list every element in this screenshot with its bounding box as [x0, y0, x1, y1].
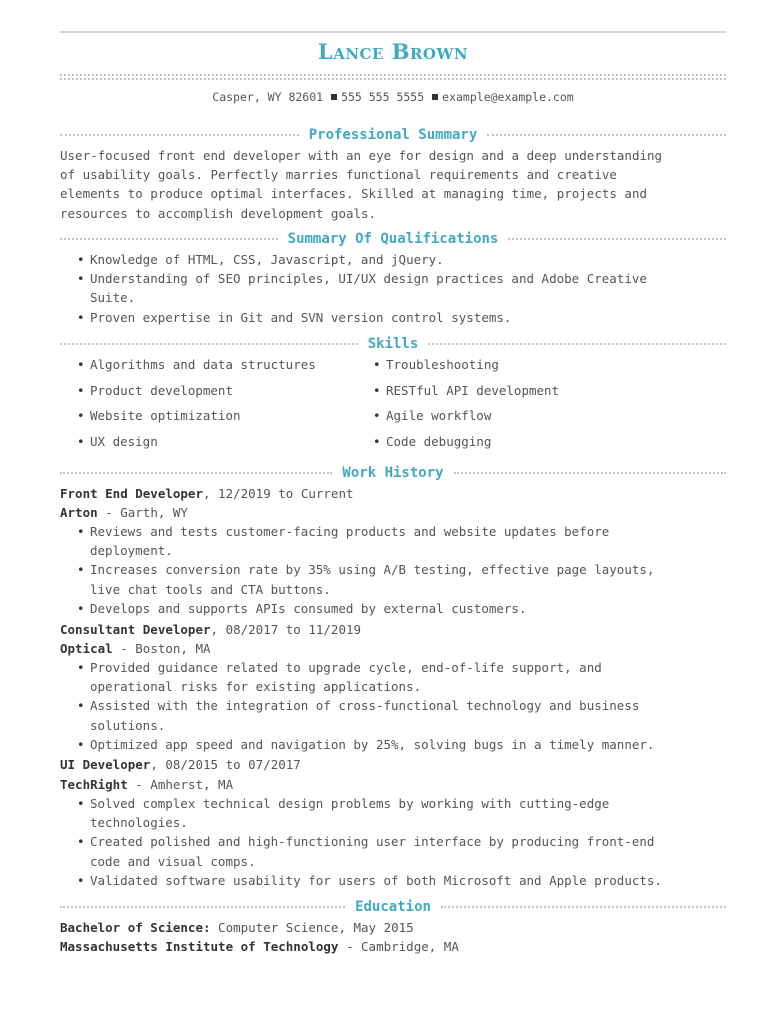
- skill-item: • Troubleshooting: [356, 355, 652, 381]
- skill-item: • Product development: [60, 381, 356, 407]
- section-title: Summary Of Qualifications: [287, 231, 499, 247]
- square-bullet-icon: [331, 94, 337, 100]
- square-bullet-icon: [432, 94, 438, 100]
- education-field: Computer Science, May 2015: [210, 920, 414, 935]
- contact-phone: 555 555 5555: [341, 90, 425, 104]
- skill-item: • Agile workflow: [356, 406, 652, 432]
- list-item: • Reviews and tests customer-facing products and website updates before deployment.: [60, 522, 726, 560]
- summary-line: User-focused front end developer with an eye for design and a deep understanding: [60, 148, 663, 163]
- contact-city: Casper, WY 82601: [212, 90, 324, 104]
- job-company: Optical: [60, 641, 113, 656]
- section-header-summary: [60, 126, 726, 144]
- summary-line: of usability goals. Perfectly marries functional requirements and creative: [60, 167, 617, 183]
- skills-grid: [60, 355, 726, 457]
- section-title: Work History: [342, 465, 444, 481]
- header-dotted-rule: [60, 74, 726, 76]
- job-dates: , 08/2015 to 07/2017: [150, 757, 301, 772]
- list-item: • Assisted with the integration of cross-functional technology and business solutions.: [60, 696, 726, 734]
- education-school-line: [60, 937, 726, 956]
- skill-item: • Algorithms and data structures: [60, 355, 356, 381]
- list-item: • Provided guidance related to upgrade cycle, end-of-life support, and operational risks for existing applications.: [60, 658, 726, 696]
- job-role: UI Developer: [60, 757, 151, 772]
- top-rule: [60, 31, 726, 33]
- section-title: Skills: [367, 336, 419, 352]
- summary-text: [60, 146, 726, 223]
- education-degree-line: [60, 918, 726, 937]
- section-header-work: [60, 464, 726, 482]
- job-company-line: [60, 503, 726, 522]
- summary-line: elements to produce optimal interfaces. Skilled at managing time, projects and: [60, 186, 647, 202]
- list-item: • Proven expertise in Git and SVN version control systems.: [60, 308, 726, 327]
- job-company-line: [60, 639, 726, 658]
- section-header-qualifications: [60, 230, 726, 248]
- list-item: • Develops and supports APIs consumed by external customers.: [60, 599, 726, 618]
- job-bullets: [60, 522, 726, 618]
- section-title: Education: [355, 899, 431, 915]
- skill-item: • Website optimization: [60, 406, 356, 432]
- contact-email[interactable]: example@example.com: [442, 90, 574, 104]
- job-dates: , 12/2019 to Current: [203, 486, 354, 501]
- contact-line: [60, 90, 726, 104]
- list-item: • Understanding of SEO principles, UI/UX design practices and Adobe Creative Suite.: [60, 269, 726, 307]
- qualifications-list: [60, 250, 726, 327]
- job-role: Consultant Developer: [60, 622, 211, 637]
- job-bullets: [60, 794, 726, 890]
- list-item: • Solved complex technical design problems by working with cutting-edge technologies.: [60, 794, 726, 832]
- skill-item: • UX design: [60, 432, 356, 458]
- job-role: Front End Developer: [60, 486, 203, 501]
- section-title: Professional Summary: [308, 127, 478, 143]
- education-school: Massachusetts Institute of Technology: [60, 939, 339, 954]
- job-location: - Amherst, MA: [127, 777, 234, 792]
- list-item: • Created polished and high-functioning user interface by producing front-end code and visual comps.: [60, 832, 726, 870]
- job-location: - Boston, MA: [112, 641, 211, 656]
- education-degree: Bachelor of Science:: [60, 920, 211, 935]
- candidate-name: Lance Brown: [317, 39, 469, 64]
- job-bullets: [60, 658, 726, 754]
- education-location: - Cambridge, MA: [338, 939, 459, 954]
- list-item: • Increases conversion rate by 35% using A/B testing, effective page layouts, live chat tools and CTA buttons.: [60, 560, 726, 598]
- list-item: • Knowledge of HTML, CSS, Javascript, and jQuery.: [60, 250, 726, 269]
- section-header-education: [60, 898, 726, 916]
- job-dates: , 08/2017 to 11/2019: [210, 622, 362, 637]
- job-location: - Garth, WY: [97, 505, 188, 520]
- summary-line: resources to accomplish development goals.: [60, 205, 377, 221]
- job-company-line: [60, 775, 726, 794]
- job-title-line: [60, 484, 726, 503]
- section-header-skills: [60, 335, 726, 353]
- job-title-line: [60, 755, 726, 774]
- job-company: Arton: [60, 505, 98, 520]
- list-item: • Optimized app speed and navigation by 25%, solving bugs in a timely manner.: [60, 735, 726, 754]
- skill-item: • RESTful API development: [356, 381, 652, 407]
- job-title-line: [60, 620, 726, 639]
- list-item: • Validated software usability for users of both Microsoft and Apple products.: [60, 871, 726, 890]
- skill-item: • Code debugging: [356, 432, 652, 458]
- header-dotted-rule-2: [60, 78, 726, 80]
- job-company: TechRight: [60, 777, 128, 792]
